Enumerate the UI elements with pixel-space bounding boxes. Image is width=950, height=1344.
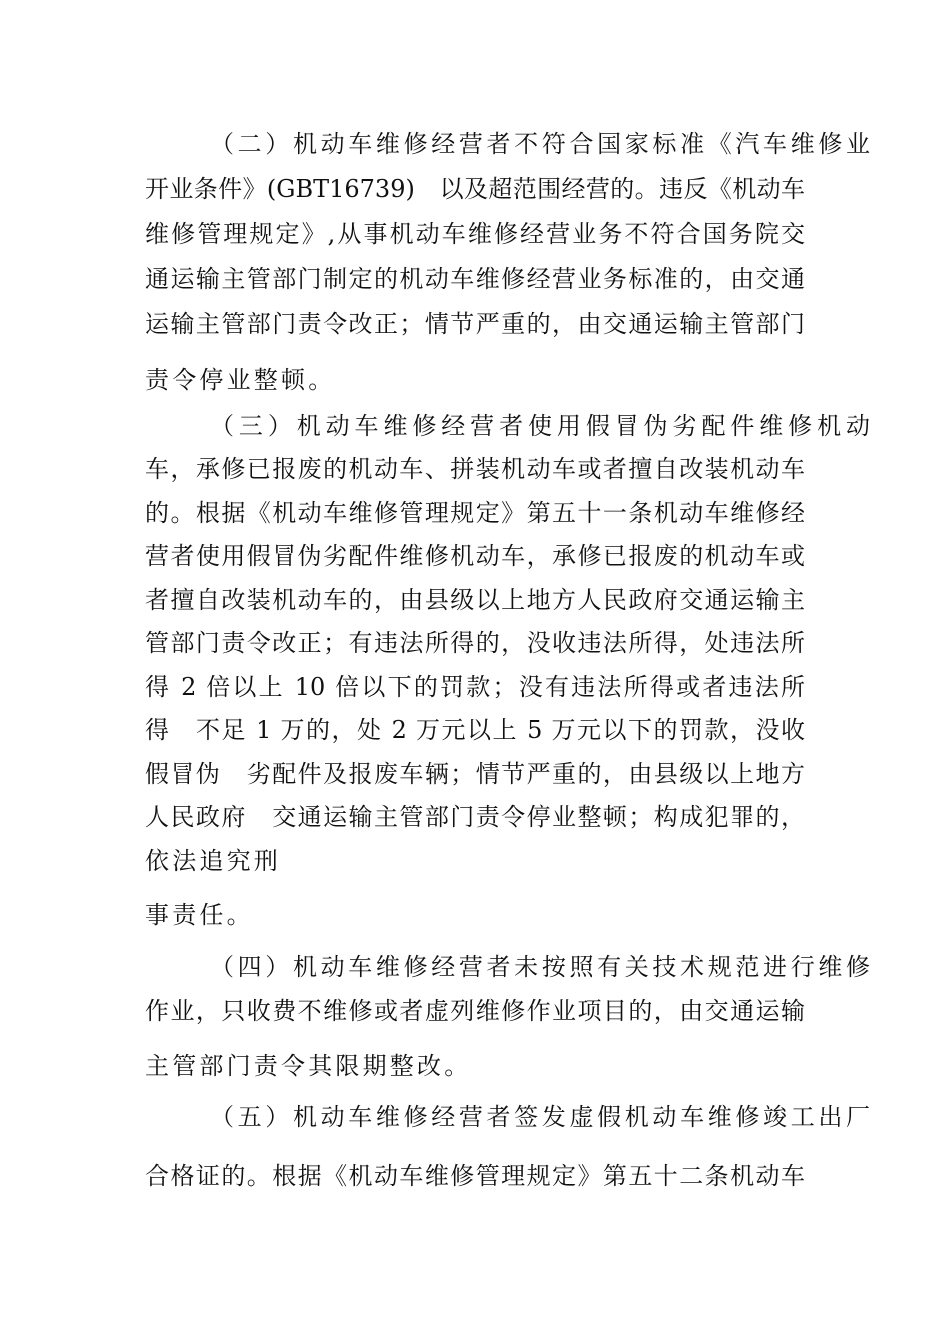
text-line: 得 不足 1 万的，处 2 万元以上 5 万元以下的罚款，没收 (145, 716, 805, 744)
text-line: 维修管理规定》,从事机动车维修经营业务不符合国务院交 (145, 220, 805, 248)
text-line: 作业，只收费不维修或者虚列维修作业项目的，由交通运输 (145, 997, 805, 1025)
text-line: 事责任。 (145, 901, 254, 929)
text-line: 开业条件》(GBT16739) 以及超范围经营的。违反《机动车 (145, 175, 805, 203)
text-line: 得 2 倍以上 10 倍以下的罚款；没有违法所得或者违法所 (145, 673, 805, 701)
text-line: 责令停业整顿。 (145, 366, 336, 394)
text-line: 依法追究刑 (145, 847, 281, 875)
text-line: 主管部门责令其限期整改。 (145, 1052, 472, 1080)
text-line: 通运输主管部门制定的机动车维修经营业务标准的，由交通 (145, 265, 805, 293)
text-line: 运输主管部门责令改正；情节严重的，由交通运输主管部门 (145, 310, 805, 338)
text-line: 者擅自改装机动车的，由县级以上地方人民政府交通运输主 (145, 586, 805, 614)
text-line: （五）机动车维修经营者签发虚假机动车维修竣工出厂 (210, 1103, 870, 1131)
text-line: （四）机动车维修经营者未按照有关技术规范进行维修 (210, 953, 870, 981)
text-line: （三）机动车维修经营者使用假冒伪劣配件维修机动 (210, 412, 870, 440)
text-line: 假冒伪 劣配件及报废车辆；情节严重的，由县级以上地方 (145, 760, 805, 788)
text-line: 管部门责令改正；有违法所得的，没收违法所得，处违法所 (145, 629, 805, 657)
text-line: 车，承修已报废的机动车、拼装机动车或者擅自改装机动车 (145, 455, 805, 483)
text-line: 合格证的。根据《机动车维修管理规定》第五十二条机动车 (145, 1162, 805, 1190)
text-line: （二）机动车维修经营者不符合国家标准《汽车维修业 (210, 130, 870, 158)
text-line: 人民政府 交通运输主管部门责令停业整顿；构成犯罪的， (145, 803, 805, 831)
text-line: 的。根据《机动车维修管理规定》第五十一条机动车维修经 (145, 499, 805, 527)
text-line: 营者使用假冒伪劣配件维修机动车，承修已报废的机动车或 (145, 542, 805, 570)
